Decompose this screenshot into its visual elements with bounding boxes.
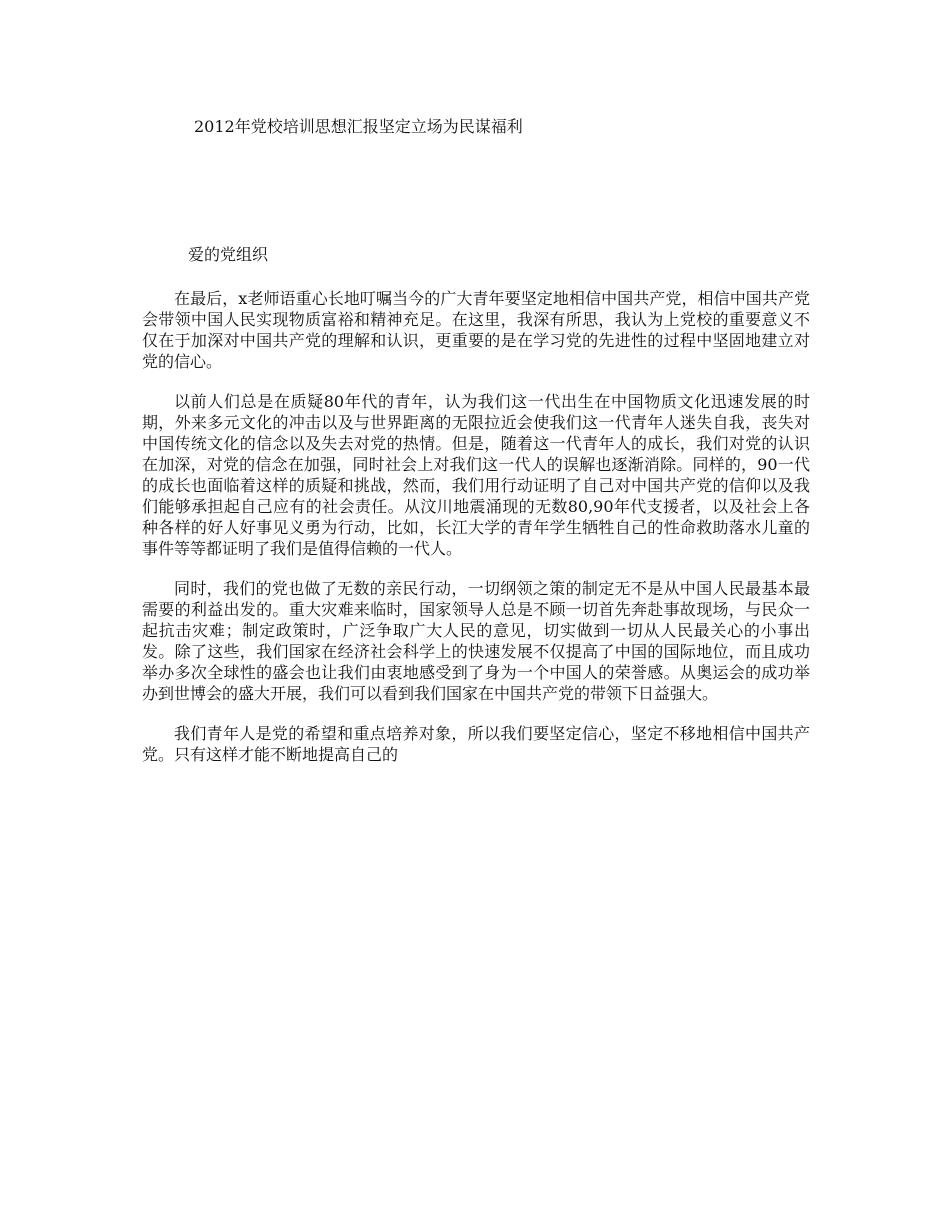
paragraph-2: 以前人们总是在质疑80年代的青年，认为我们这一代出生在中国物质文化迅速发展的时期，外来多元文化的冲击以及与世界距离的无限拉近会使我们这一代青年人迷失自我，丧失对中国传统文化的信念以及失去对党的热情。但是，随着这一代青年人的成长，我们对党的认识在加深，对党的信念在加强，同时社会上对我们这一代人的误解也逐渐消除。同样的，90一代的成长也面临着这样的质疑和挑战，然而，我们用行动证明了自己对中国共产党的信仰以及我们能够承担起自己应有的社会责任。从汶川地震涌现的无数80,90年代支援者，以及社会上各种各样的好人好事见义勇为行动，比如，长江大学的青年学生牺牲自己的性命救助落水儿童的事件等等都证明了我们是值得信赖的一代人。 bbox=[142, 392, 810, 558]
document-body bbox=[142, 288, 810, 784]
document-title: 2012年党校培训思想汇报坚定立场为民谋福利 bbox=[194, 117, 523, 136]
paragraph-4: 我们青年人是党的希望和重点培养对象，所以我们要坚定信心，坚定不移地相信中国共产党。只有这样才能不断地提高自己的 bbox=[142, 724, 810, 764]
salutation: 爱的党组织 bbox=[188, 245, 269, 264]
paragraph-1: 在最后，x老师语重心长地叮嘱当今的广大青年要坚定地相信中国共产党，相信中国共产党会带领中国人民实现物质富裕和精神充足。在这里，我深有所思，我认为上党校的重要意义不仅在于加深对中国共产党的理解和认识，更重要的是在学习党的先进性的过程中坚固地建立对党的信心。 bbox=[142, 289, 810, 371]
paragraph-3: 同时，我们的党也做了无数的亲民行动，一切纲领之策的制定无不是从中国人民最基本最需要的利益出发的。重大灾难来临时，国家领导人总是不顾一切首先奔赴事故现场，与民众一起抗击灾难；制定政策时，广泛争取广大人民的意见，切实做到一切从人民最关心的小事出发。除了这些，我们国家在经济社会科学上的快速发展不仅提高了中国的国际地位，而且成功举办多次全球性的盛会也让我们由衷地感受到了身为一个中国人的荣誉感。从奥运会的成功举办到世博会的盛大开展，我们可以看到我们国家在中国共产党的带领下日益强大。 bbox=[142, 579, 810, 703]
